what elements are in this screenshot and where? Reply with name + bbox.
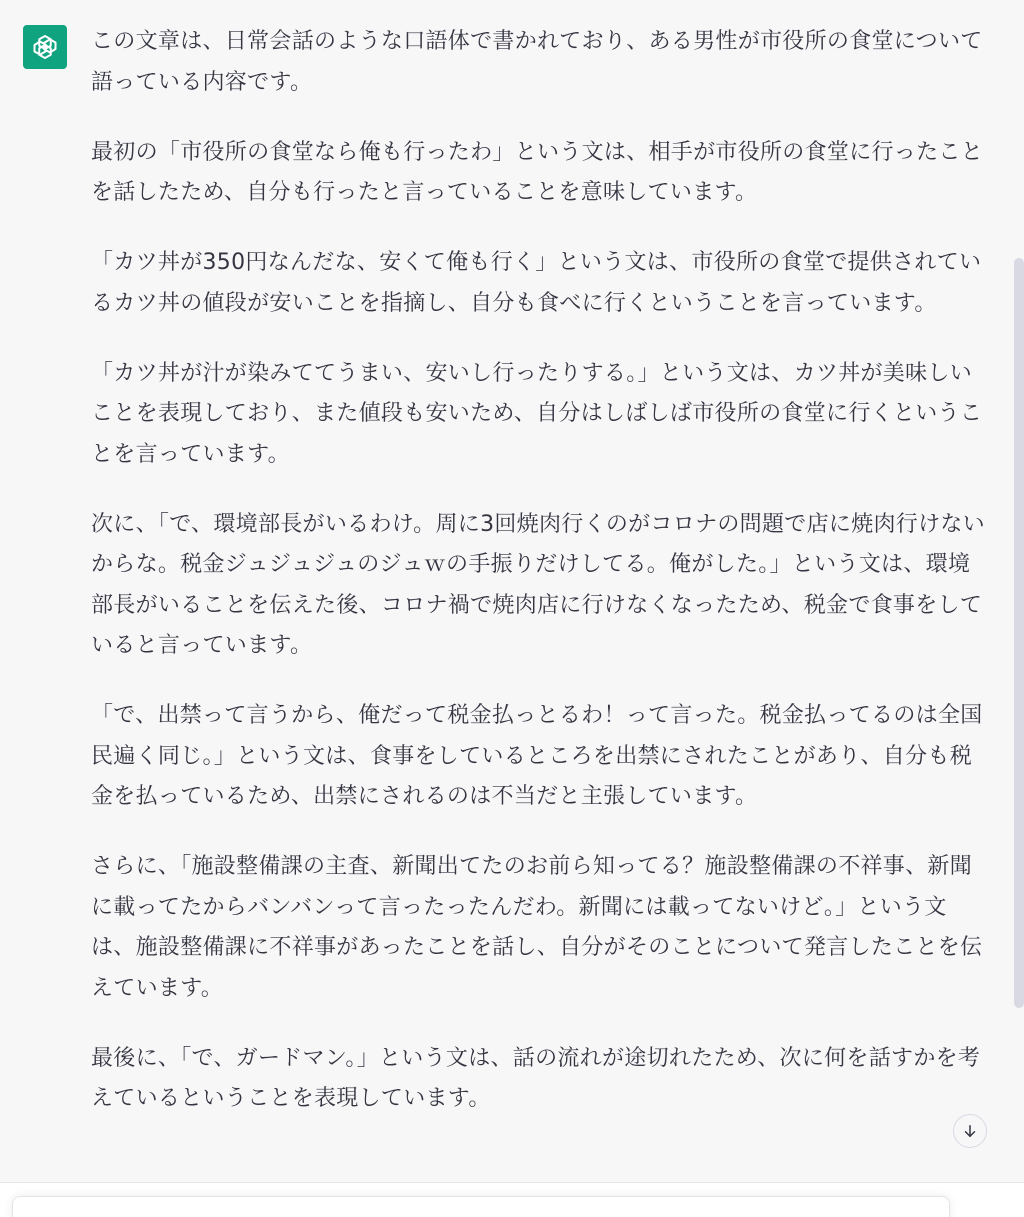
message-paragraph: 最初の「市役所の食堂なら俺も行ったわ」という文は、相手が市役所の食堂に行ったことを話したため、自分も行ったと言っていることを意味しています。 [91, 139, 984, 205]
message-paragraph: 次に、「で、環境部長がいるわけ。周に3回焼肉行くのがコロナの問題で店に焼肉行けないからな。税金ジュジュジュのジュｗの手振りだけしてる。俺がした。」という文は、環境部長がいることを伝えた後、コロナ禍で焼肉店に行けなくなったため、税金で食事をしていると言っています。 [91, 511, 985, 658]
scroll-to-bottom-button[interactable] [953, 1114, 987, 1148]
scrollbar-thumb[interactable] [1014, 258, 1024, 1008]
message-paragraph: 「で、出禁って言うから、俺だって税金払っとるわ！って言った。税金払ってるのは全国民遍く同じ。」という文は、食事をしているところを出禁にされたことがあり、自分も税金を払っているため、出禁にされるのは不当だと主張しています。 [91, 703, 983, 809]
message-paragraph: 「カツ丼が350円なんだな、安くて俺も行く」という文は、市役所の食堂で提供されているカツ丼の値段が安いことを指摘し、自分も食べに行くということを言っています。 [91, 250, 982, 316]
openai-logo-icon [30, 32, 60, 62]
message-content [91, 22, 986, 1149]
message-paragraph: この文章は、日常会話のような口語体で書かれており、ある男性が市役所の食堂について語っている内容です。 [91, 29, 983, 95]
message-paragraph: 「カツ丼が汁が染みててうまい、安いし行ったりする。」という文は、カツ丼が美味しいことを表現しており、また値段も安いため、自分はしばしば市役所の食堂に行くということを言っています。 [91, 360, 983, 467]
message-paragraph: さらに、「施設整備課の主査、新聞出てたのお前ら知ってる？施設整備課の不祥事、新聞に載ってたからバンバンって言ったったんだわ。新聞には載ってないけど。」という文は、施設整備課に不祥事があったことを話し、自分がそのことについて発言したことを伝えています。 [91, 854, 983, 1001]
arrow-down-icon [961, 1122, 979, 1140]
message-input[interactable] [12, 1196, 950, 1217]
assistant-avatar [23, 25, 67, 69]
message-paragraph: 最後に、「で、ガードマン。」という文は、話の流れが途切れたため、次に何を話すかを考えているということを表現しています。 [91, 1045, 981, 1111]
